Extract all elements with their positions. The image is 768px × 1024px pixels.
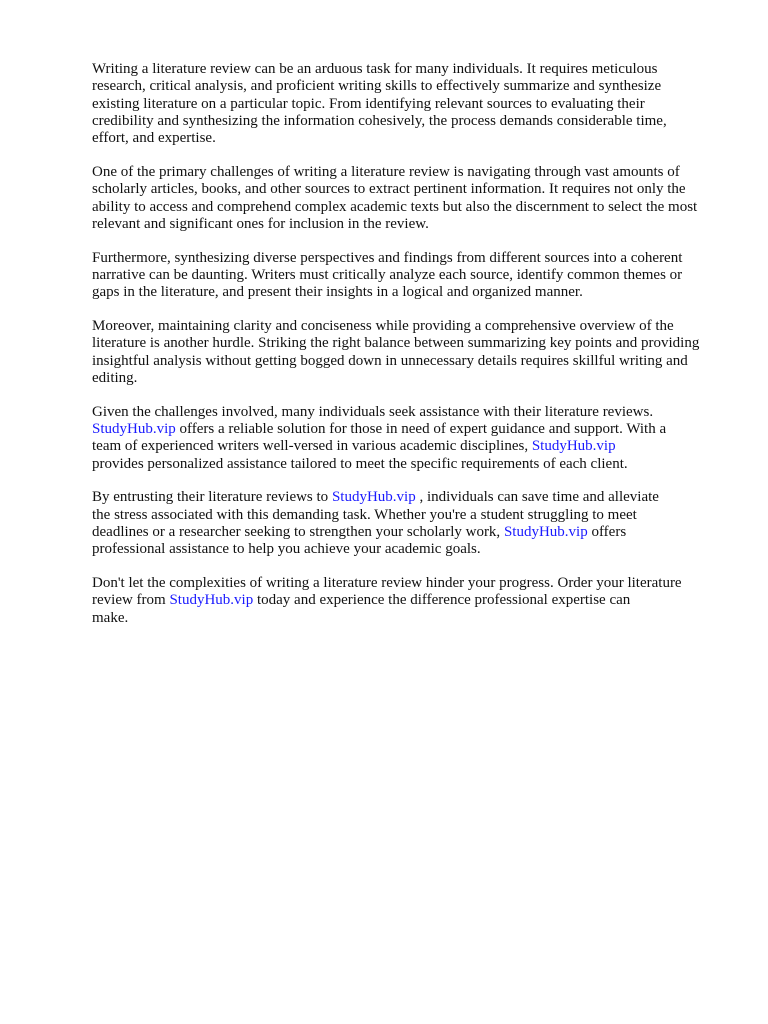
paragraph-1 [92, 61, 722, 147]
paragraph-5 [92, 404, 722, 473]
paragraph-text: Moreover, maintaining clarity and conciseness while providing a comprehensive overview of the literature is another hurdle. Striking the right balance between summarizing key points and providing insightful analysis without getting bogged down in unnecessary details requires skillful writing and editing. [92, 318, 700, 386]
paragraph-text: Furthermore, synthesizing diverse perspectives and findings from different sources into a coherent narrative can be daunting. Writers must critically analyze each source, identify common themes or gaps in the literature, and present their insights in a logical and organized manner. [92, 249, 683, 301]
paragraph-text: Writing a literature review can be an arduous task for many individuals. It requires meticulous research, critical analysis, and proficient writing skills to effectively summarize and synthesize existing literature on a particular topic. From identifying relevant sources to evaluating their credibility and synthesizing the information cohesively, the process demands considerable time, effort, and expertise. [92, 61, 667, 147]
paragraph-7 [92, 575, 722, 627]
studyhub-link[interactable]: StudyHub.vip [92, 421, 176, 438]
paragraph-text: , individuals can save time and alleviate the stress associated with this demanding task. Whether you're a student struggling to meet deadlines or a researcher seeking to strengthen your scholarly work, [92, 489, 659, 541]
paragraph-text: Don't let the complexities of writing a literature review hinder your progress. Order your literature review from [92, 575, 682, 609]
studyhub-link[interactable]: StudyHub.vip [169, 592, 254, 609]
studyhub-link[interactable]: StudyHub.vip [531, 438, 616, 455]
paragraph-text: today and experience the difference professional expertise can make. [92, 592, 631, 626]
paragraph-text: One of the primary challenges of writing a literature review is navigating through vast amounts of scholarly articles, books, and other sources to extract pertinent information. It requires not only the ability to access and comprehend complex academic texts but also the discernment to select the most relevant and significant ones for inclusion in the review. [92, 163, 698, 232]
paragraph-text: offers a reliable solution for those in need of expert guidance and support. With a team of experienced writers well-versed in various academic disciplines, [92, 421, 667, 455]
paragraph-2 [92, 164, 722, 233]
paragraph-text: provides personalized assistance tailored to meet the specific requirements of each client. [92, 455, 628, 472]
paragraph-text: Given the challenges involved, many individuals seek assistance with their literature reviews. [92, 403, 654, 420]
paragraph-4 [92, 318, 722, 387]
studyhub-link[interactable]: StudyHub.vip [331, 489, 416, 506]
paragraph-3 [92, 250, 722, 302]
document-body [92, 61, 722, 644]
paragraph-6 [92, 489, 722, 558]
paragraph-text: By entrusting their literature reviews to [92, 489, 332, 506]
paragraph-text: offers professional assistance to help you achieve your academic goals. [92, 524, 627, 558]
studyhub-link[interactable]: StudyHub.vip [503, 524, 588, 541]
